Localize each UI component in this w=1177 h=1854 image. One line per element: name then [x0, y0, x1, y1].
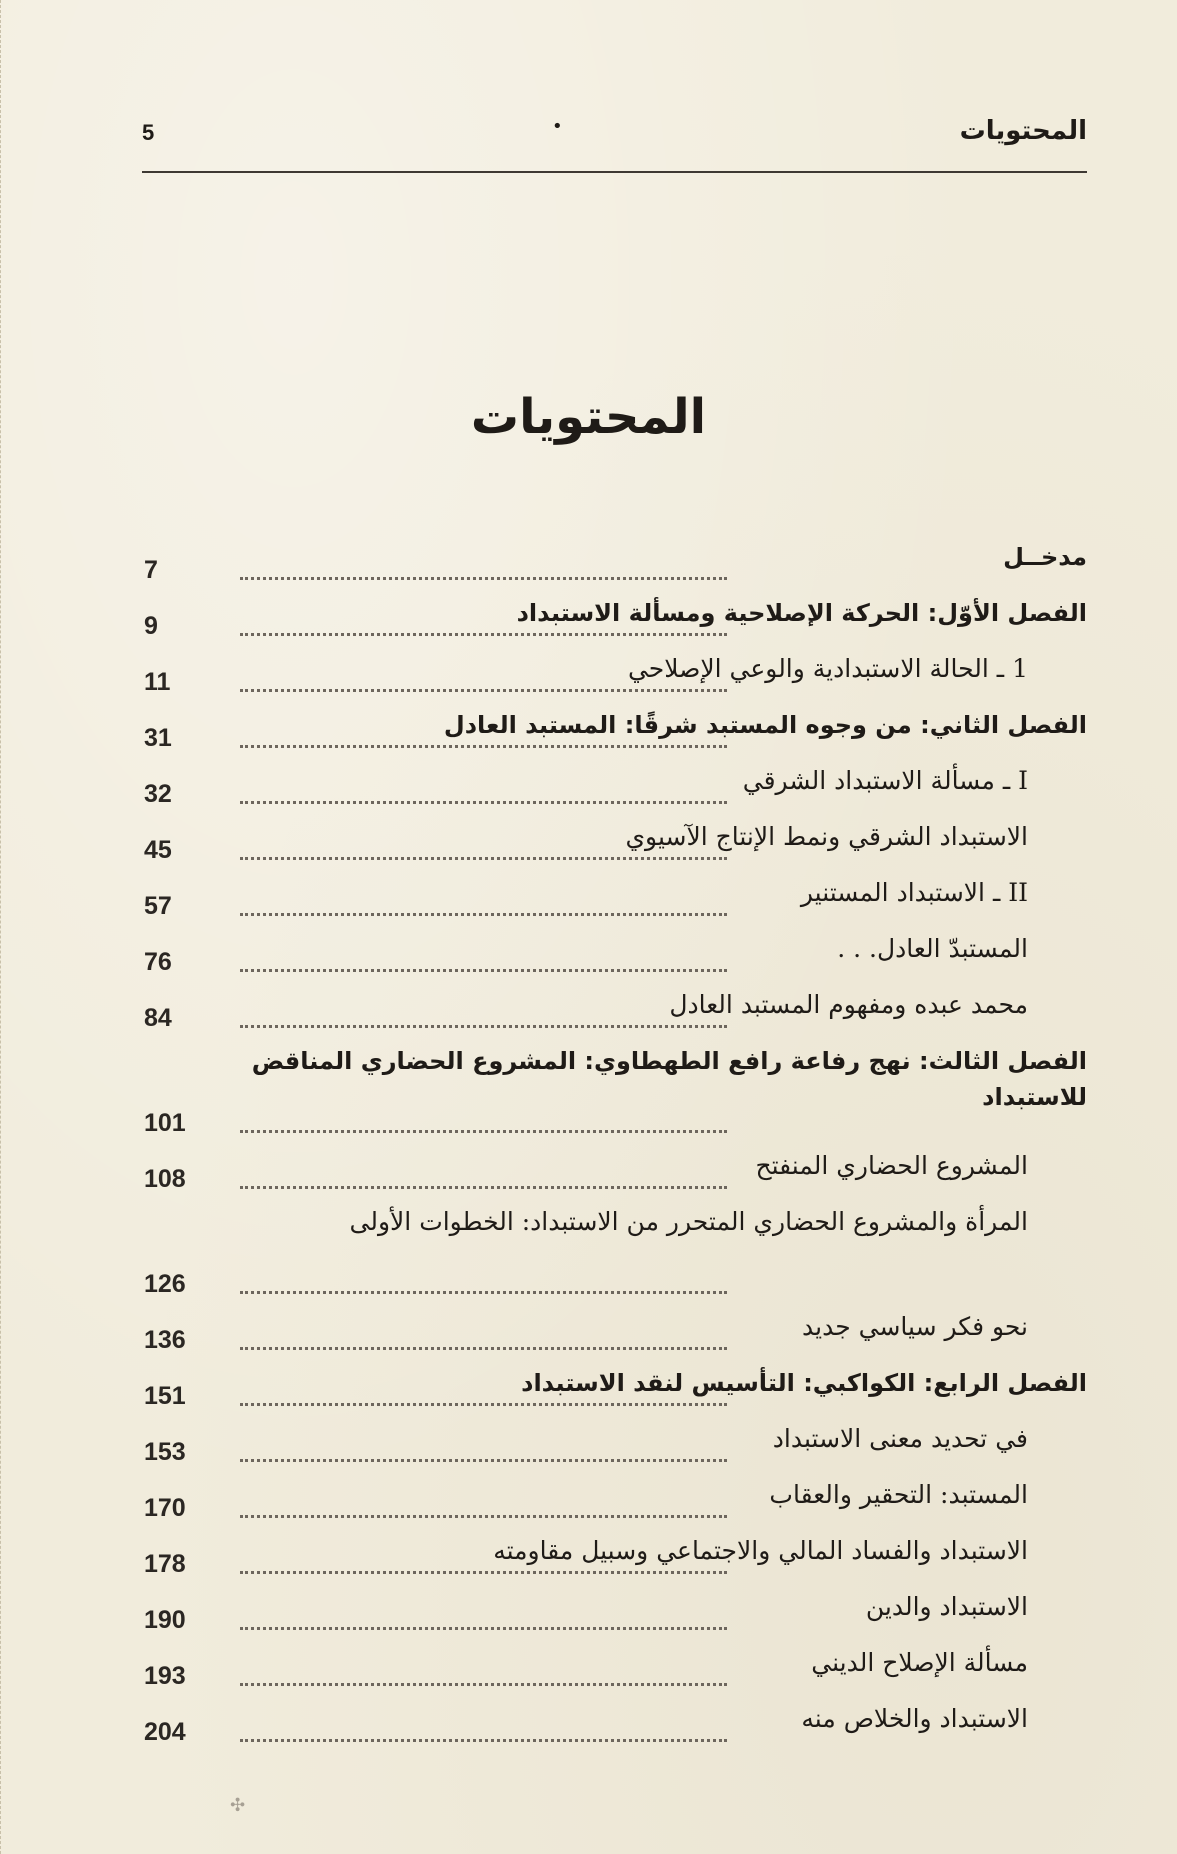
dot-leader	[240, 969, 727, 972]
paper-speck: ✣	[230, 1795, 246, 1816]
toc-entry-section[interactable]	[140, 981, 1087, 1037]
toc-entry-title: 1 ـ الحالة الاستبدادية والوعي الإصلاحي	[627, 654, 1028, 683]
dot-leader	[240, 577, 727, 580]
toc-entry-title: الفصل الثاني: من وجوه المستبد شرقًا: المستبد العادل	[443, 711, 1087, 739]
dot-leader	[240, 1186, 727, 1189]
toc-page-number: 190	[144, 1606, 186, 1634]
toc-entry-title: الفصل الأوّل: الحركة الإصلاحية ومسألة الاستبداد	[516, 599, 1087, 627]
toc-page-number: 170	[144, 1494, 186, 1522]
toc-entry-title: المستبدّ العادل. . .	[837, 934, 1028, 963]
header-rule	[142, 171, 1087, 173]
running-head-title: المحتويات	[959, 116, 1087, 146]
toc-page-number: 57	[144, 892, 172, 920]
toc-entry-title: مسألة الإصلاح الديني	[811, 1648, 1028, 1677]
dot-leader	[240, 633, 727, 636]
toc-page-number: 136	[144, 1326, 186, 1354]
page-edge-marks	[0, 0, 11, 1854]
dot-leader	[240, 801, 727, 804]
toc-entry-title: في تحديد معنى الاستبداد	[772, 1424, 1028, 1453]
page-title: المحتويات	[470, 389, 707, 445]
running-head	[142, 116, 1087, 158]
toc-page-number: 76	[144, 948, 172, 976]
dot-leader	[240, 745, 727, 748]
toc-entry-section[interactable]	[140, 1415, 1087, 1471]
toc-entry-section[interactable]	[140, 1639, 1087, 1695]
toc-entry-chapter-4[interactable]	[140, 1359, 1087, 1415]
toc-entry-introduction[interactable]	[140, 533, 1087, 589]
toc-page-number: 9	[144, 612, 158, 640]
toc-page-number: 151	[144, 1382, 186, 1410]
toc-entry-section[interactable]	[140, 757, 1087, 813]
dot-leader	[240, 1515, 727, 1518]
dot-leader	[240, 1347, 727, 1350]
dot-leader	[240, 1571, 727, 1574]
toc-entry-title: الاستبداد والدين	[865, 1592, 1028, 1621]
dot-leader	[240, 1025, 727, 1028]
dot-leader	[240, 857, 727, 860]
toc-page-number: 11	[144, 668, 171, 696]
toc-entry-title: الفصل الثالث: نهج رفاعة رافع الطهطاوي: المشروع الحضاري المناقض للاستبداد	[251, 1047, 1087, 1111]
toc-entry-title: الفصل الرابع: الكواكبي: التأسيس لنقد الاستبداد	[521, 1369, 1087, 1397]
running-head-center-mark: •	[552, 116, 563, 137]
toc-entry-title: الاستبداد والفساد المالي والاجتماعي وسبيل مقاومته	[493, 1536, 1028, 1565]
toc-entry-title: نحو فكر سياسي جديد	[802, 1312, 1028, 1341]
running-head-page-number: 5	[142, 120, 155, 145]
toc-page-number: 45	[144, 836, 172, 864]
toc-entry-title: المشروع الحضاري المنفتح	[755, 1151, 1028, 1180]
toc-page-number: 153	[144, 1438, 186, 1466]
toc-entry-title: المستبد: التحقير والعقاب	[769, 1480, 1028, 1509]
toc-page-number: 108	[144, 1165, 186, 1193]
toc-page-number: 126	[144, 1270, 186, 1298]
dot-leader	[240, 1739, 727, 1742]
toc-entry-chapter-3[interactable]	[140, 1037, 1087, 1142]
toc-entry-section[interactable]	[140, 1198, 1087, 1303]
toc-page-number: 32	[144, 780, 172, 808]
toc-page-number: 193	[144, 1662, 186, 1690]
toc-entry-title: محمد عبده ومفهوم المستبد العادل	[669, 990, 1028, 1019]
dot-leader	[240, 1459, 727, 1462]
toc-entry-section[interactable]	[140, 1583, 1087, 1639]
toc-entry-title: المرأة والمشروع الحضاري المتحرر من الاستبداد: الخطوات الأولى	[349, 1207, 1028, 1236]
toc-page-number: 101	[144, 1109, 186, 1137]
dot-leader	[240, 913, 727, 916]
dot-leader	[240, 1291, 727, 1294]
toc-entry-section[interactable]	[140, 869, 1087, 925]
toc-entry-section[interactable]	[140, 1142, 1087, 1198]
toc-entry-section[interactable]	[140, 813, 1087, 869]
toc-entry-chapter-1[interactable]	[140, 589, 1087, 645]
toc-page-number: 84	[144, 1004, 172, 1032]
table-of-contents	[140, 533, 1087, 1751]
toc-entry-section[interactable]	[140, 925, 1087, 981]
toc-entry-title: الاستبداد الشرقي ونمط الإنتاج الآسيوي	[625, 822, 1028, 851]
toc-entry-title: I ـ مسألة الاستبداد الشرقي	[742, 766, 1028, 795]
toc-entry-section[interactable]	[140, 1303, 1087, 1359]
dot-leader	[240, 1403, 727, 1406]
toc-entry-section[interactable]	[140, 1471, 1087, 1527]
toc-entry-section[interactable]	[140, 1527, 1087, 1583]
toc-page-number: 7	[144, 556, 158, 584]
toc-entry-title: مدخــل	[1003, 543, 1087, 571]
dot-leader	[240, 1627, 727, 1630]
toc-entry-section[interactable]	[140, 1695, 1087, 1751]
dot-leader	[240, 1130, 727, 1133]
toc-entry-section[interactable]	[140, 645, 1087, 701]
toc-entry-chapter-2[interactable]	[140, 701, 1087, 757]
toc-page-number: 178	[144, 1550, 186, 1578]
dot-leader	[240, 1683, 727, 1686]
toc-page-number: 31	[144, 724, 172, 752]
toc-entry-title: II ـ الاستبداد المستنير	[800, 878, 1028, 907]
dot-leader	[240, 689, 727, 692]
toc-entry-title: الاستبداد والخلاص منه	[801, 1704, 1028, 1733]
toc-page-number: 204	[144, 1718, 186, 1746]
